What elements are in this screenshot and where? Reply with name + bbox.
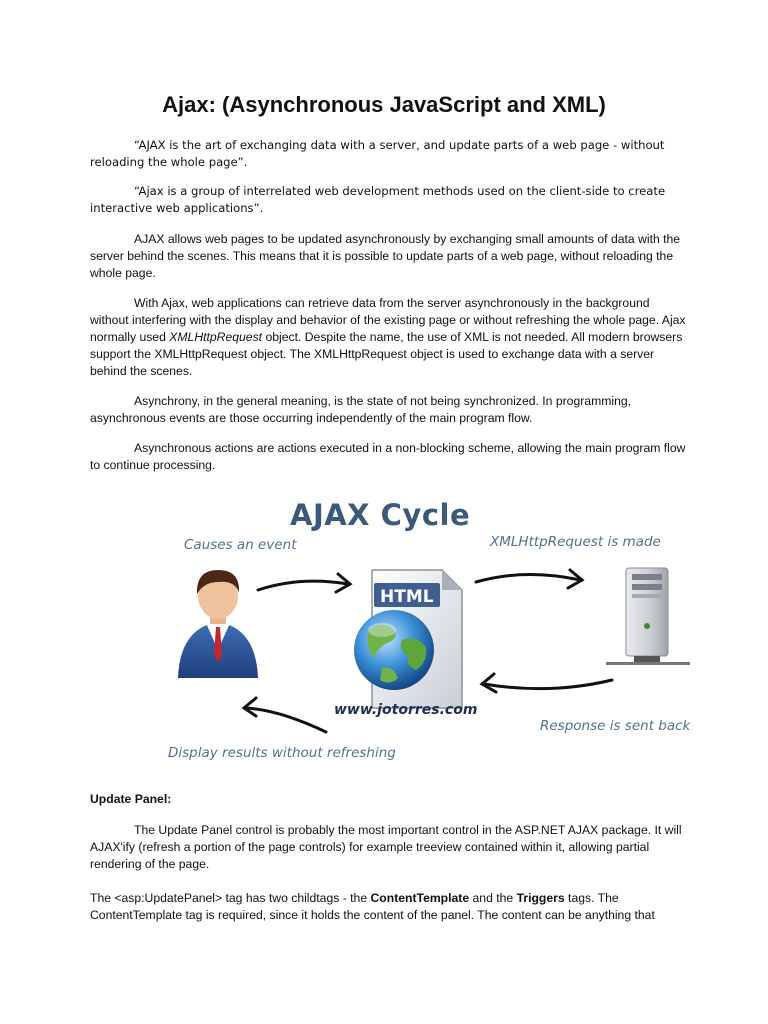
paragraph-text: object. Despite the name, the use of XML is not needed. All modern browsers support the XMLHttpRequest object. The XMLHttpRequest object is used to exchange data with a server behind the scenes. [90, 330, 683, 378]
caption-display-results: Display results without refreshing [168, 745, 396, 761]
caption-response-sent: Response is sent back [540, 718, 691, 734]
diagram-graphics [150, 490, 710, 770]
paragraph-text: “AJAX is the art of exchanging data with a server, and update parts of a web page - without reloading the whole page”. [90, 138, 665, 169]
paragraph-text: With Ajax, web applications can retrieve data from the server asynchronously in the background without interfering with the display and behavior of the existing page or without refreshing the whole page. Ajax normally used [90, 296, 686, 344]
globe-icon [354, 610, 434, 690]
html-label: HTML [380, 587, 434, 607]
section-heading-update-panel: Update Panel: [90, 792, 172, 806]
paragraph-ajax-definition [90, 183, 690, 217]
paragraph-ajax-quote [90, 137, 690, 171]
page-title: Ajax: (Asynchronous JavaScript and XML) [162, 92, 606, 117]
paragraph-async-actions [90, 440, 690, 474]
arrow-right-icon [258, 574, 350, 592]
paragraph-update-panel [90, 822, 690, 873]
diagram-title: AJAX Cycle [290, 498, 471, 532]
paragraph-childtags [90, 890, 690, 924]
arrow-right-icon [476, 570, 582, 588]
paragraph-text: The <asp:UpdatePanel> tag has two childtags - the [90, 891, 371, 905]
caption-request-made: XMLHttpRequest is made [490, 534, 661, 550]
caption-causes-event: Causes an event [184, 537, 297, 553]
arrow-left-icon [482, 674, 612, 692]
paragraph-async-updates [90, 231, 690, 282]
paragraph-text: “Ajax is a group of interrelated web development methods used on the client-side to create interactive web applications”. [90, 184, 666, 215]
user-icon [178, 570, 258, 678]
paragraph-text: and the [469, 891, 517, 905]
content-template-term: ContentTemplate [370, 891, 470, 905]
arrow-left-icon [244, 698, 326, 732]
paragraph-asynchrony [90, 393, 690, 427]
ajax-cycle-diagram [150, 490, 710, 770]
xmlhttprequest-term: XMLHttpRequest [169, 330, 263, 344]
server-icon [606, 568, 690, 665]
paragraph-text: Asynchronous actions are actions executed in a non-blocking scheme, allowing the main program flow to continue processing. [90, 441, 686, 472]
paragraph-text: tags. The ContentTemplate tag is required, since it holds the content of the panel. The content can be anything that [90, 891, 655, 922]
paragraph-text: The Update Panel control is probably the most important control in the ASP.NET AJAX package. It will AJAX'ify (refresh a portion of the page controls) for example treeview contained within it, allowing partial rendering of the page. [90, 823, 682, 871]
watermark-url: www.jotorres.com [334, 702, 478, 718]
paragraph-retrieve-data [90, 295, 690, 380]
paragraph-text: Asynchrony, in the general meaning, is the state of not being synchronized. In programming, asynchronous events are those occurring independently of the main program flow. [90, 394, 632, 425]
paragraph-text: AJAX allows web pages to be updated asynchronously by exchanging small amounts of data with the server behind the scenes. This means that it is possible to update parts of a web page, without reloading the whole page. [90, 232, 681, 280]
triggers-term: Triggers [516, 891, 565, 905]
